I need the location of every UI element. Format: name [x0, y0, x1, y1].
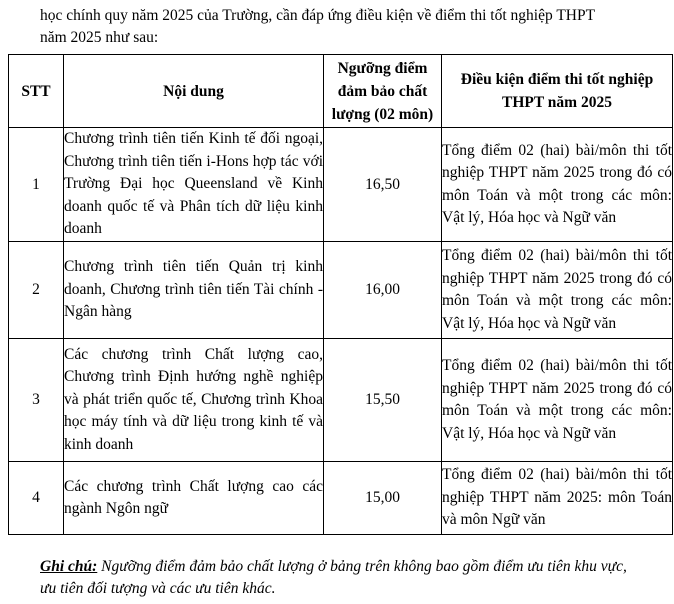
- row-condition: Tổng điểm 02 (hai) bài/môn thi tốt nghiệp THPT năm 2025: môn Toán và môn Ngữ văn: [442, 462, 673, 535]
- footnote-text: Ngưỡng điểm đảm bảo chất lượng ở bảng trên không bao gồm điểm ưu tiên khu vực, ưu tiên đối tượng và các ưu tiên khác.: [40, 558, 627, 597]
- row-stt: 4: [9, 462, 64, 535]
- intro-paragraph: [40, 5, 660, 49]
- row-content: Chương trình tiên tiến Kinh tế đối ngoại, Chương trình tiên tiến i-Hons hợp tác với Trường Đại học Queensland về Kinh doanh quốc tế và Phân tích dữ liệu kinh doanh: [64, 128, 324, 242]
- table-row: [9, 242, 673, 339]
- header-content: Nội dung: [64, 55, 324, 128]
- row-threshold: 15,50: [324, 339, 442, 462]
- header-threshold: Ngưỡng điểm đảm bảo chất lượng (02 môn): [324, 55, 442, 128]
- table-row: [9, 339, 673, 462]
- header-stt: STT: [9, 55, 64, 128]
- row-content: Các chương trình Chất lượng cao các ngành Ngôn ngữ: [64, 462, 324, 535]
- row-stt: 3: [9, 339, 64, 462]
- intro-line-2: năm 2025 như sau:: [40, 29, 159, 46]
- footnote-label: Ghi chú:: [40, 558, 98, 575]
- row-condition: Tổng điểm 02 (hai) bài/môn thi tốt nghiệp THPT năm 2025 trong đó có môn Toán và một trong các môn: Vật lý, Hóa học và Ngữ văn: [442, 242, 673, 339]
- row-threshold: 16,00: [324, 242, 442, 339]
- row-threshold: 16,50: [324, 128, 442, 242]
- row-stt: 2: [9, 242, 64, 339]
- row-condition: Tổng điểm 02 (hai) bài/môn thi tốt nghiệp THPT năm 2025 trong đó có môn Toán và một trong các môn: Vật lý, Hóa học và Ngữ văn: [442, 128, 673, 242]
- row-condition: Tổng điểm 02 (hai) bài/môn thi tốt nghiệp THPT năm 2025 trong đó có môn Toán và một trong các môn: Vật lý, Hóa học và Ngữ văn: [442, 339, 673, 462]
- table-row: [9, 462, 673, 535]
- row-content: Chương trình tiên tiến Quản trị kinh doanh, Chương trình tiên tiến Tài chính - Ngân hàng: [64, 242, 324, 339]
- table-header-row: [9, 55, 673, 128]
- intro-line-1: học chính quy năm 2025 của Trường, cần đáp ứng điều kiện về điểm thi tốt nghiệp THPT: [40, 7, 596, 24]
- row-content: Các chương trình Chất lượng cao, Chương trình Định hướng nghề nghiệp và phát triển quốc tế, Chương trình Khoa học máy tính và dữ liệu trong kinh tế và kinh doanh: [64, 339, 324, 462]
- row-stt: 1: [9, 128, 64, 242]
- table-row: [9, 128, 673, 242]
- row-threshold: 15,00: [324, 462, 442, 535]
- footnote: [40, 556, 640, 600]
- threshold-table: [8, 54, 673, 535]
- header-condition: Điều kiện điểm thi tốt nghiệp THPT năm 2025: [442, 55, 673, 128]
